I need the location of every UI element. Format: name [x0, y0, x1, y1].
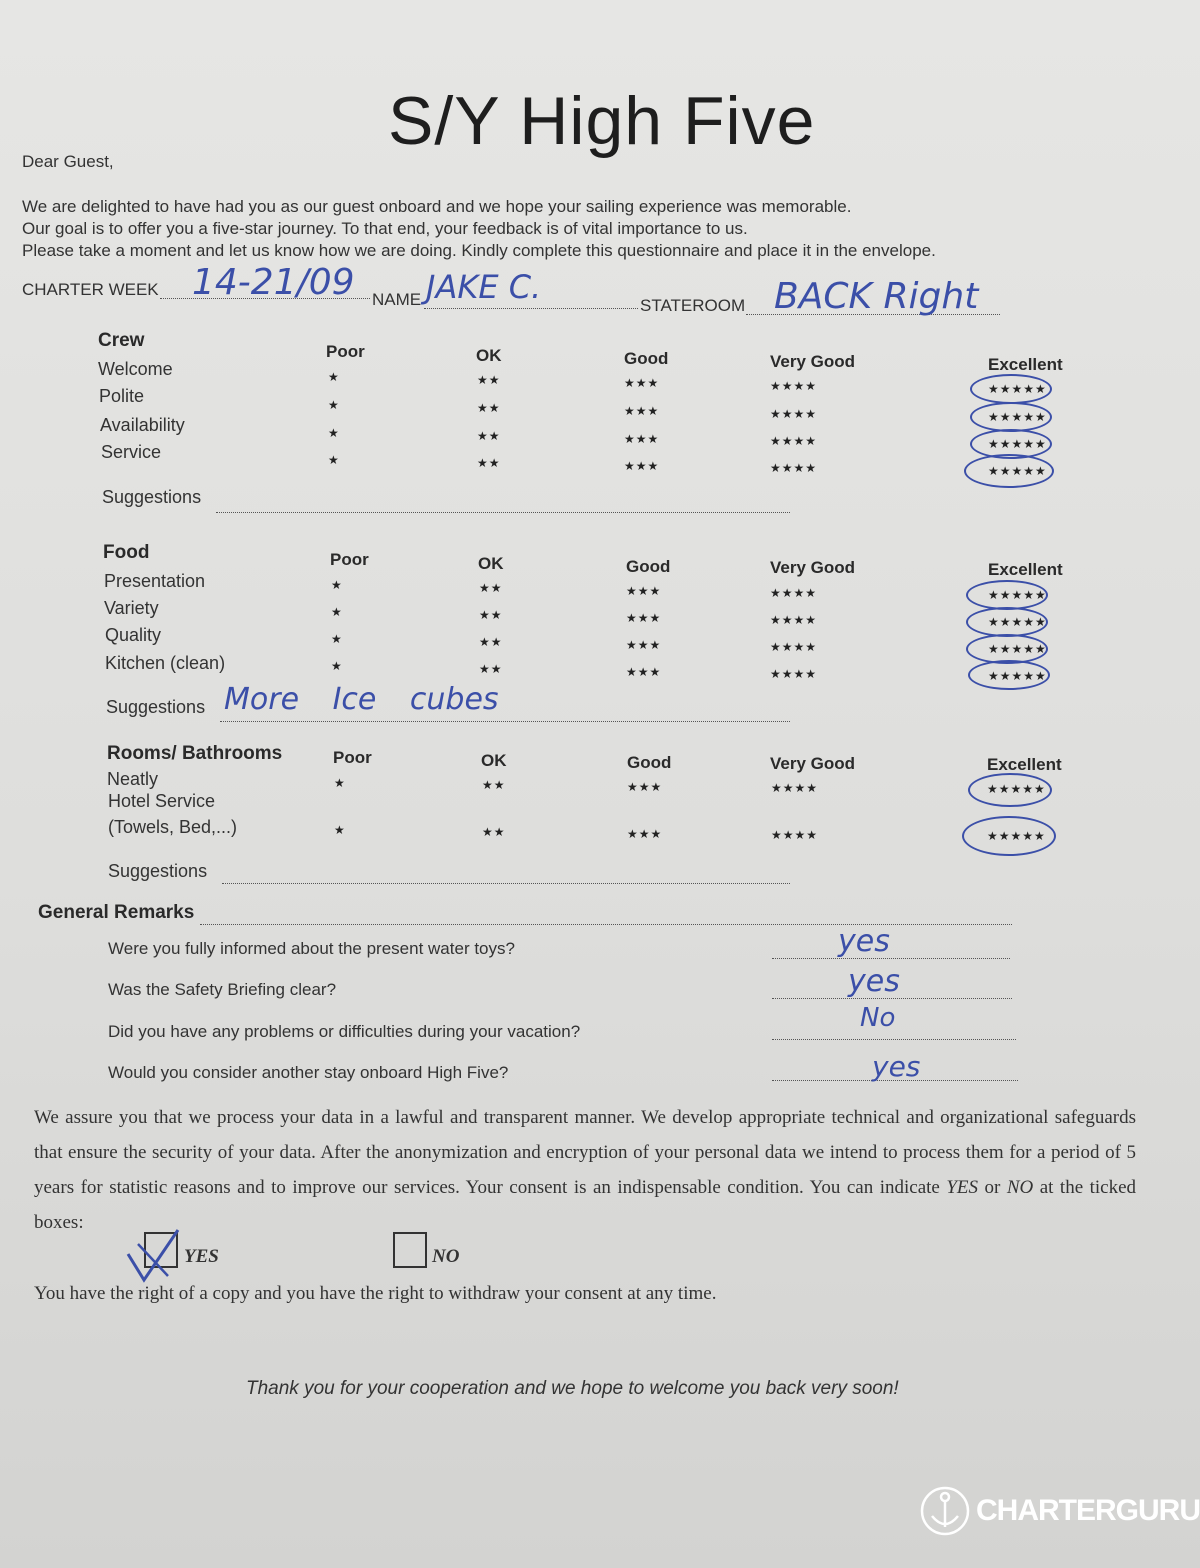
- rating-star[interactable]: ★★★★: [770, 586, 818, 600]
- col-very-good: Very Good: [770, 754, 856, 773]
- stateroom-value[interactable]: BACK Right: [774, 276, 979, 317]
- suggestions-label: Suggestions: [108, 861, 208, 881]
- remark-answer[interactable]: yes: [848, 964, 900, 999]
- charter-week-label: CHARTER WEEK: [22, 280, 159, 299]
- rating-star[interactable]: ★: [328, 453, 340, 467]
- rating-star[interactable]: ★: [328, 398, 340, 412]
- remark-answer[interactable]: No: [860, 1003, 896, 1033]
- consent-no-label: NO: [432, 1246, 460, 1267]
- rating-star[interactable]: ★★★: [627, 780, 663, 794]
- rating-star[interactable]: ★: [334, 823, 346, 837]
- section-title-food: Food: [103, 542, 150, 563]
- intro-line-3: Please take a moment and let us know how we are doing. Kindly complete this questionnaire and place it in the envelope.: [22, 241, 936, 260]
- rating-star[interactable]: ★★★: [624, 459, 660, 473]
- crew-item: Polite: [99, 386, 145, 406]
- rating-star[interactable]: ★★★★★: [988, 410, 1047, 424]
- rating-star[interactable]: ★★★: [627, 827, 663, 841]
- food-suggestions-value[interactable]: More Ice cubes: [224, 682, 499, 717]
- charter-week-value[interactable]: 14-21/09: [192, 262, 355, 303]
- selected-rating-circle: [968, 773, 1052, 807]
- section-title-crew: Crew: [98, 330, 145, 351]
- rooms-item: Hotel Service: [108, 791, 216, 811]
- food-item: Presentation: [104, 571, 206, 591]
- remark-question: Did you have any problems or difficulties during your vacation?: [108, 1022, 581, 1041]
- rating-star[interactable]: ★: [334, 776, 346, 790]
- food-item: Kitchen (clean): [105, 653, 226, 673]
- rating-star[interactable]: ★★★: [626, 665, 662, 679]
- rating-star[interactable]: ★★★★★: [988, 642, 1047, 656]
- selected-rating-circle: [970, 374, 1052, 404]
- col-good: Good: [627, 753, 672, 772]
- watermark-text: CHARTERGURU: [976, 1494, 1200, 1527]
- document-title: S/Y High Five: [388, 83, 816, 159]
- rating-star[interactable]: ★: [328, 370, 340, 384]
- crew-item: Availability: [100, 415, 185, 435]
- rating-star[interactable]: ★★★★★: [987, 782, 1046, 796]
- col-excellent: Excellent: [987, 755, 1062, 774]
- rating-star[interactable]: ★★★★: [770, 640, 818, 654]
- consent-no-checkbox[interactable]: [393, 1232, 427, 1268]
- food-item: Variety: [104, 598, 159, 618]
- section-title-rooms: Rooms/ Bathrooms: [107, 743, 283, 764]
- suggestions-label: Suggestions: [102, 487, 202, 507]
- rating-star[interactable]: ★★★★★: [988, 669, 1047, 683]
- remark-question: Was the Safety Briefing clear?: [108, 980, 337, 999]
- col-poor: Poor: [330, 550, 369, 569]
- rating-star[interactable]: ★★★★★: [987, 829, 1046, 843]
- col-ok: OK: [478, 554, 504, 573]
- col-ok: OK: [476, 346, 502, 365]
- greeting: Dear Guest,: [22, 152, 114, 171]
- rating-star[interactable]: ★: [331, 659, 343, 673]
- consent-yes-label: YES: [184, 1246, 219, 1267]
- rating-star[interactable]: ★★: [477, 429, 501, 443]
- rating-star[interactable]: ★★: [477, 456, 501, 470]
- rating-star[interactable]: ★★★★: [770, 434, 818, 448]
- rating-star[interactable]: ★★: [479, 581, 503, 595]
- selected-rating-circle: [966, 580, 1048, 610]
- remark-answer[interactable]: yes: [838, 924, 890, 959]
- rating-star[interactable]: ★: [328, 426, 340, 440]
- thank-you-note: Thank you for your cooperation and we hope to welcome you back very soon!: [246, 1378, 899, 1399]
- intro-line-1: We are delighted to have had you as our guest onboard and we hope your sailing experience was memorable.: [22, 197, 852, 216]
- selected-rating-circle: [968, 660, 1050, 690]
- col-excellent: Excellent: [988, 355, 1063, 374]
- rating-star[interactable]: ★: [331, 578, 343, 592]
- rating-star[interactable]: ★★: [479, 662, 503, 676]
- rating-star[interactable]: ★: [331, 632, 343, 646]
- col-very-good: Very Good: [770, 558, 856, 577]
- rating-star[interactable]: ★★: [479, 635, 503, 649]
- anchor-icon: [920, 1486, 970, 1536]
- stateroom-label: STATEROOM: [640, 296, 746, 315]
- rating-star[interactable]: ★★★: [624, 376, 660, 390]
- rating-star[interactable]: ★★★: [624, 432, 660, 446]
- checkmark-icon: [122, 1226, 186, 1286]
- rating-star[interactable]: ★★★: [626, 584, 662, 598]
- privacy-statement: We assure you that we process your data in a lawful and transparent manner. We develop appropriate technical and organizational safeguards that ensure the security of your data. After the anonymization and encryption of your personal data we intend to process them for a period of 5 years for statistic reasons and to improve our services. Your consent is an indispensable condition. You can indicate YES or NO at the ticked boxes:: [34, 1107, 1137, 1233]
- col-excellent: Excellent: [988, 560, 1063, 579]
- rating-star[interactable]: ★★★★: [771, 828, 819, 842]
- rating-star[interactable]: ★★★★: [771, 781, 819, 795]
- intro-line-2: Our goal is to offer you a five-star journey. To that end, your feedback is of vital importance to us.: [22, 219, 748, 238]
- col-poor: Poor: [326, 342, 365, 361]
- rating-star[interactable]: ★★: [482, 778, 506, 792]
- rating-star[interactable]: ★★: [482, 825, 506, 839]
- remark-answer[interactable]: yes: [872, 1050, 921, 1083]
- rooms-item: (Towels, Bed,...): [108, 817, 238, 837]
- rating-star[interactable]: ★★★★★: [988, 588, 1047, 602]
- selected-rating-circle: [970, 402, 1052, 432]
- col-ok: OK: [481, 751, 507, 770]
- selected-rating-circle: [966, 607, 1048, 637]
- rating-star[interactable]: ★★★★: [770, 407, 818, 421]
- remark-question: Would you consider another stay onboard High Five?: [108, 1063, 509, 1082]
- general-remarks-label: General Remarks: [38, 902, 195, 923]
- rating-star[interactable]: ★★★★: [770, 667, 818, 681]
- remark-question: Were you fully informed about the present water toys?: [108, 939, 515, 958]
- rating-star[interactable]: ★★★★: [770, 461, 818, 475]
- food-item: Quality: [105, 625, 162, 645]
- name-label: NAME: [372, 290, 422, 309]
- charterguru-watermark: [920, 1486, 1200, 1536]
- rating-star[interactable]: ★★★★★: [988, 382, 1047, 396]
- rating-star[interactable]: ★★★: [626, 611, 662, 625]
- rating-star[interactable]: ★★★★★: [988, 437, 1047, 451]
- rating-star[interactable]: ★★★: [626, 638, 662, 652]
- crew-suggestions-line[interactable]: [216, 512, 790, 513]
- selected-rating-circle: [964, 454, 1054, 488]
- rating-star[interactable]: ★★★★★: [988, 464, 1047, 478]
- selected-rating-circle: [962, 816, 1056, 856]
- col-good: Good: [624, 349, 669, 368]
- crew-item: Service: [101, 442, 162, 462]
- rating-star[interactable]: ★★★★: [770, 379, 818, 393]
- rating-star[interactable]: ★★: [477, 373, 501, 387]
- crew-item: Welcome: [98, 359, 173, 379]
- rating-star[interactable]: ★★★★: [770, 613, 818, 627]
- name-value[interactable]: JAKE C.: [426, 268, 542, 306]
- rating-star[interactable]: ★★★★★: [988, 615, 1047, 629]
- col-poor: Poor: [333, 748, 372, 767]
- col-good: Good: [626, 557, 671, 576]
- col-very-good: Very Good: [770, 352, 856, 371]
- rooms-item: Neatly: [107, 769, 159, 789]
- rights-statement: You have the right of a copy and you have the right to withdraw your consent at any time.: [34, 1283, 717, 1304]
- rooms-suggestions-line[interactable]: [222, 883, 790, 884]
- rating-star[interactable]: ★★★: [624, 404, 660, 418]
- rating-star[interactable]: ★★: [477, 401, 501, 415]
- suggestions-label: Suggestions: [106, 697, 206, 717]
- rating-star[interactable]: ★★: [479, 608, 503, 622]
- rating-star[interactable]: ★: [331, 605, 343, 619]
